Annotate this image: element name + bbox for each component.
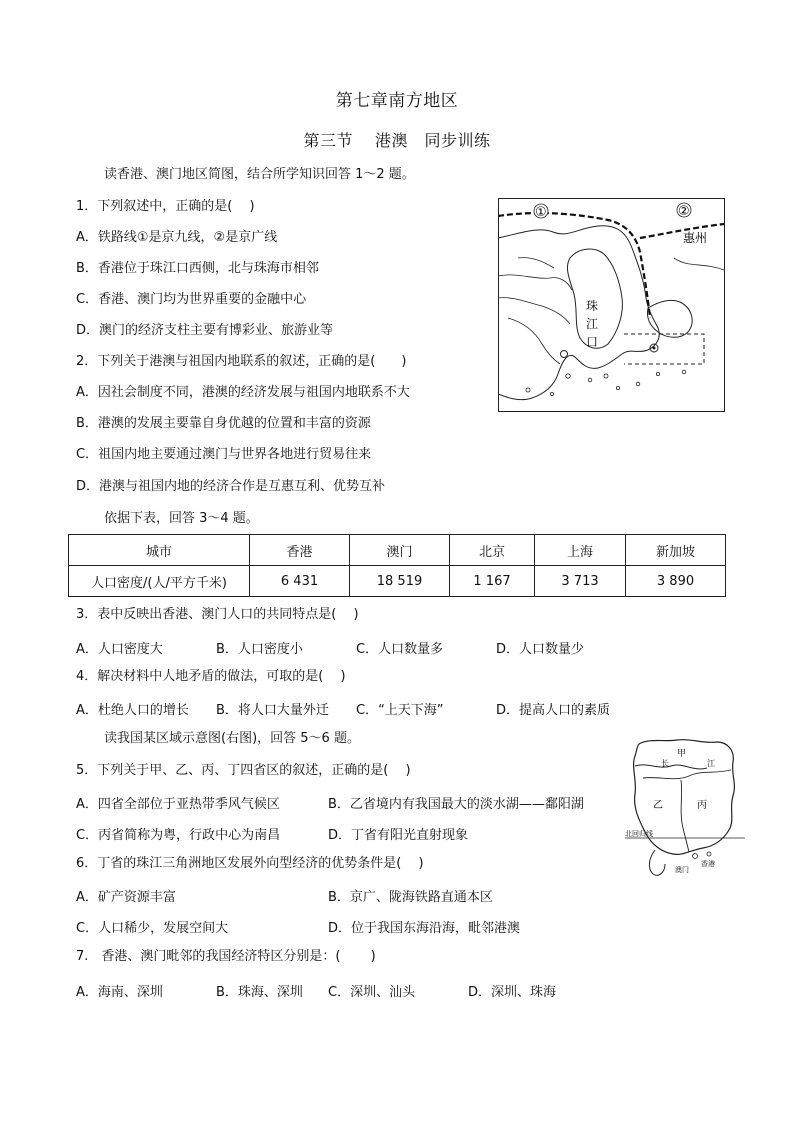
question-4-option-c[interactable]: C．“上天下海”: [356, 703, 444, 718]
zhujiangkou-label-zhu: 珠: [586, 299, 599, 313]
huizhou-label: 惠州: [683, 231, 708, 245]
question-2-option-c[interactable]: C．祖国内地主要通过澳门与世界各地进行贸易往来: [76, 447, 372, 462]
section-title: 第三节 港澳 同步训练: [303, 131, 491, 150]
instruction-q1-2: 读香港、澳门地区简图，结合所学知识回答 1～2 题。: [104, 167, 415, 182]
question-7-option-a[interactable]: A．海南、深圳: [76, 985, 163, 1000]
hk-macau-map: [498, 198, 725, 412]
zhujiangkou-label-jiang: 江: [586, 317, 599, 331]
question-5-option-d[interactable]: D．丁省有阳光直射现象: [328, 828, 469, 843]
population-density-table: [68, 534, 726, 597]
question-4-option-a[interactable]: A．杜绝人口的增长: [76, 703, 189, 718]
table-cell: 1 167: [450, 566, 535, 597]
table-row: [69, 566, 726, 597]
question-3-option-d[interactable]: D．人口数量少: [496, 642, 585, 657]
table-cell: 3 713: [535, 566, 626, 597]
question-5-option-c[interactable]: C．丙省简称为粤，行政中心为南昌: [76, 828, 281, 843]
yangtze-label-chang: 长: [661, 759, 669, 768]
table-cell: 3 890: [626, 566, 726, 597]
railway-1-label: ①: [535, 205, 547, 220]
table-header-cell: 城市: [69, 535, 250, 566]
question-1-option-c[interactable]: C．香港、澳门均为世界重要的金融中心: [76, 292, 307, 307]
yangtze-label-jiang: 江: [707, 759, 715, 768]
table-header-cell: 香港: [250, 535, 350, 566]
question-1-stem: 1．下列叙述中，正确的是( ): [76, 199, 255, 214]
question-7-option-b[interactable]: B．珠海、深圳: [216, 985, 303, 1000]
question-2-option-b[interactable]: B．港澳的发展主要靠自身优越的位置和丰富的资源: [76, 416, 371, 431]
question-3-option-b[interactable]: B．人口密度小: [216, 642, 303, 657]
question-1-option-d[interactable]: D．澳门的经济支柱主要有博彩业、旅游业等: [76, 323, 334, 338]
question-4-option-b[interactable]: B．将人口大量外迁: [216, 703, 329, 718]
tropic-of-cancer-label: 北回归线: [625, 830, 653, 838]
question-5-option-b[interactable]: B．乙省境内有我国最大的淡水湖——鄱阳湖: [328, 797, 584, 812]
province-jia-label: 甲: [677, 749, 687, 759]
question-6-option-d[interactable]: D．位于我国东海沿海，毗邻港澳: [328, 921, 521, 936]
question-6-option-a[interactable]: A．矿产资源丰富: [76, 890, 176, 905]
question-6-option-c[interactable]: C．人口稀少，发展空间大: [76, 921, 229, 936]
province-bing-label: 丙: [697, 800, 707, 811]
question-1-option-b[interactable]: B．香港位于珠江口西侧，北与珠海市相邻: [76, 261, 319, 276]
question-4-stem: 4．解决材料中人地矛盾的做法，可取的是( ): [76, 669, 346, 684]
instruction-q3-4: 依据下表，回答 3～4 题。: [104, 511, 259, 526]
table-header-cell: 新加坡: [626, 535, 726, 566]
railway-2-label: ②: [678, 204, 690, 219]
question-6-option-b[interactable]: B．京广、陇海铁路直通本区: [328, 890, 493, 905]
question-2-option-a[interactable]: A．因社会制度不同，港澳的经济发展与祖国内地联系不大: [76, 385, 410, 400]
region-provinces-map: [625, 736, 745, 884]
question-2-option-d[interactable]: D．港澳与祖国内地的经济合作是互惠互利、优势互补: [76, 479, 386, 494]
question-1-option-a[interactable]: A．铁路线①是京九线，②是京广线: [76, 230, 278, 245]
macau-label: 澳门: [675, 866, 689, 874]
instruction-q5-6: 读我国某区域示意图(右图)，回答 5～6 题。: [104, 731, 360, 746]
hongkong-label: 香港: [701, 860, 715, 868]
table-cell: 6 431: [250, 566, 350, 597]
chapter-title: 第七章南方地区: [335, 91, 459, 111]
question-5-stem: 5．下列关于甲、乙、丙、丁四省区的叙述，正确的是( ): [76, 763, 411, 778]
question-3-option-a[interactable]: A．人口密度大: [76, 642, 163, 657]
table-cell: 18 519: [350, 566, 450, 597]
question-5-option-a[interactable]: A．四省全部位于亚热带季风气候区: [76, 797, 280, 812]
question-3-stem: 3．表中反映出香港、澳门人口的共同特点是( ): [76, 607, 359, 622]
table-header-cell: 北京: [450, 535, 535, 566]
zhujiangkou-label-kou: 口: [586, 335, 599, 349]
question-4-option-d[interactable]: D．提高人口的素质: [496, 703, 611, 718]
table-cell: 人口密度/(人/平方千米): [69, 566, 250, 597]
question-7-option-c[interactable]: C．深圳、汕头: [328, 985, 416, 1000]
question-7-option-d[interactable]: D．深圳、珠海: [468, 985, 557, 1000]
table-header-row: [69, 535, 726, 566]
question-7-stem: 7. 香港、澳门毗邻的我国经济特区分别是：( ): [76, 949, 376, 964]
question-3-option-c[interactable]: C．人口数量多: [356, 642, 444, 657]
question-2-stem: 2．下列关于港澳与祖国内地联系的叙述，正确的是( ): [76, 354, 407, 369]
table-header-cell: 上海: [535, 535, 626, 566]
table-header-cell: 澳门: [350, 535, 450, 566]
province-yi-label: 乙: [653, 800, 663, 811]
question-6-stem: 6．丁省的珠江三角洲地区发展外向型经济的优势条件是( ): [76, 856, 424, 871]
